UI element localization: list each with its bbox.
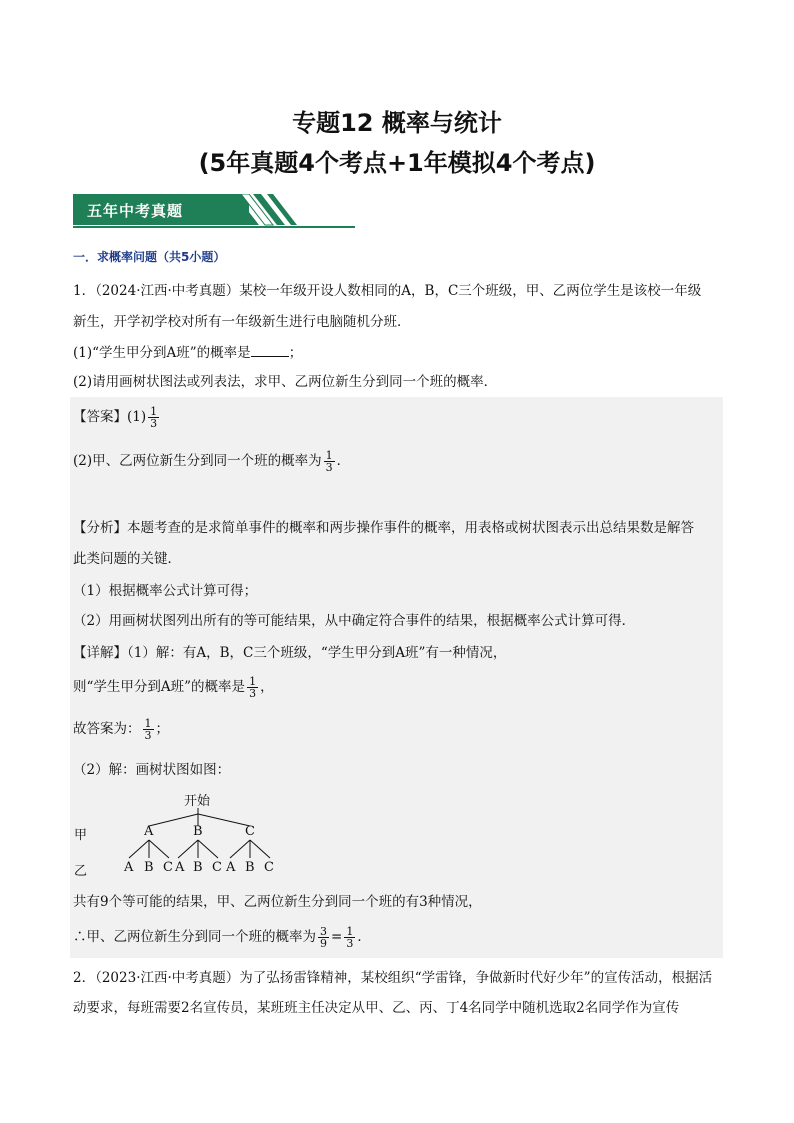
banner-underline [73,226,355,228]
detail-line3 [73,718,169,741]
detail2-suffix: ， [260,679,274,695]
result2-prefix: ∴甲、乙两位新生分到同一个班的概率为 [73,929,316,945]
banner-label: 五年中考真题 [87,202,184,220]
q1-text-line2: 新生，开学初学校对所有一年级新生进行电脑随机分班． [73,314,411,330]
q2-text-line2: 动要求，每班需要2名宣传员，某班班主任决定从甲、乙、丙、丁4名同学中随机选取2名同学作为宣传 [73,1000,680,1016]
answer2-suffix: ． [336,453,351,469]
fraction-one-third: $\frac{1}{3}$ [144,717,152,742]
result-line2 [73,926,371,949]
tree-root: 开始 [184,794,211,809]
document-title: 专题12 概率与统计 [292,109,502,137]
q1-sub1-prefix: (1)“学生甲分到A班”的概率是 [73,345,251,361]
detail3-suffix: ； [155,721,169,737]
detail3-prefix: 故答案为： [73,721,141,737]
tree-node: A [144,824,154,839]
tree-leaf: C [163,860,173,875]
q1-sub1-suffix: ； [288,345,303,361]
fraction-one-third: $\frac{1}{3}$ [150,405,158,430]
tree-leaf: A [226,860,236,875]
tree-node: C [245,824,255,839]
answer-label: 【答案】(1) [73,409,147,425]
q1-sub1 [73,342,302,363]
analysis-line2: 此类问题的关键． [73,551,181,567]
tree-leaf: B [144,860,154,875]
tree-leaf: C [264,860,274,875]
analysis-line4: （2）用画树状图列出所有的等可能结果，从中确定符合事件的结果，根据概率公式计算可得． [73,613,636,629]
analysis-line1: 【分析】本题考查的是求简单事件的概率和两步操作事件的概率，用表格或树状图表示出总结果数是解答 [73,520,694,536]
tree-leaf: B [245,860,255,875]
q1-sub2: (2)请用画树状图法或列表法，求甲、乙两位新生分到同一个班的概率． [73,374,498,390]
tree-diagram [72,788,302,880]
tree-leaf: B [193,860,203,875]
section-banner [73,194,355,229]
document-subtitle: (5年真题4个考点+1年模拟4个考点) [198,149,596,177]
tree-leaf: A [124,860,134,875]
detail-line4: （2）解：画树状图如图： [73,762,231,778]
fraction-three-ninths: $\frac{3}{9}$ [320,925,327,950]
detail-line1: 【详解】（1）解：有A，B，C三个班级，“学生甲分到A班”有一种情况， [73,645,507,661]
tree-leaf: C [212,860,222,875]
banner-stripes [223,194,333,226]
fraction-one-third: $\frac{1}{3}$ [249,675,257,700]
q1-text-line1: 1．（2024·江西·中考真题）某校一年级开设人数相同的A，B，C三个班级，甲、乙两位学生是该校一年级 [73,283,702,299]
section-heading: 一．求概率问题（共5小题） [73,250,226,264]
answer-line2 [73,450,350,473]
tree-leaf: A [175,860,185,875]
detail-line2 [73,676,274,699]
equals-sign: = [331,929,343,945]
answer-line1 [73,406,161,429]
q2-text-line1: 2．（2023·江西·中考真题）为了弘扬雷锋精神，某校组织“学雷锋，争做新时代好少年”的宣传活动，根据活 [73,970,713,986]
result-line1: 共有9个等可能的结果，甲、乙两位新生分到同一个班的有3种情况， [73,894,482,910]
tree-node: B [193,824,203,839]
fraction-one-third: $\frac{1}{3}$ [346,925,354,950]
result2-suffix: ． [357,929,371,945]
tree-row-label-jia: 甲 [74,828,88,843]
fraction-one-third: $\frac{1}{3}$ [325,449,333,474]
detail2-prefix: 则“学生甲分到A班”的概率是 [73,679,246,695]
analysis-line3: （1）根据概率公式计算可得； [73,583,258,599]
answer-blank [251,342,289,357]
answer2-prefix: (2)甲、乙两位新生分到同一个班的概率为 [73,453,322,469]
tree-row-label-yi: 乙 [74,864,88,879]
